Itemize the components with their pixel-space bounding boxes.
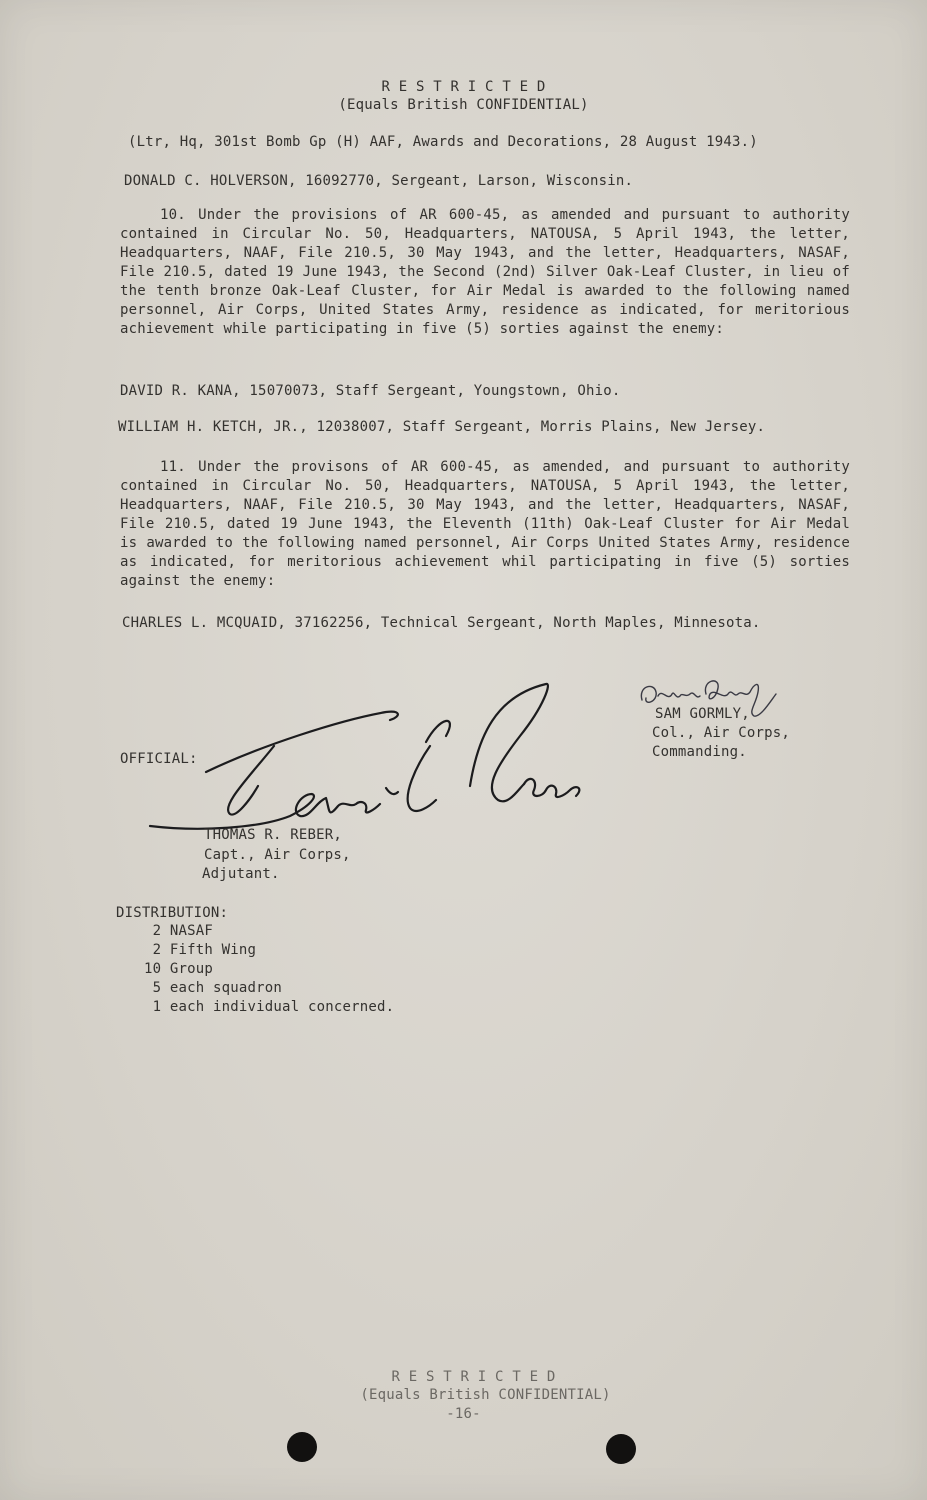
recipient-line: CHARLES L. MCQUAID, 37162256, Technical Sergeant, North Maples, Minnesota. — [122, 615, 761, 631]
classification-header: R E S T R I C T E D — [381, 79, 546, 95]
commander-role: Commanding. — [652, 744, 747, 760]
paragraph-11: 11. Under the provisons of AR 600-45, as amended, and pursuant to authority contained in Circular No. 50, Headquarters, NATOUSA, 5 April 1943, the letter, Headquarters, NAAF, File 210.5, 30 May 1943, and the letter, Headquarters, NASAF, File 210.5, dated 19 June 1943, the Eleventh (11th) Oak-Leaf Cluster for Air Medal is awarded to the following named personnel, Air Corps United States Army, residence as indicated, for meritorious achievement whil participating in five (5) sorties against the enemy: — [120, 459, 850, 589]
classification-equivalent: (Equals British CONFIDENTIAL) — [338, 97, 589, 113]
distribution-line: 2 Fifth Wing — [144, 942, 257, 958]
punch-hole — [287, 1432, 317, 1462]
commander-rank: Col., Air Corps, — [652, 725, 791, 741]
distribution-line: 5 each squadron — [144, 980, 283, 996]
adjutant-name: THOMAS R. REBER, — [204, 827, 343, 843]
punch-hole — [606, 1434, 636, 1464]
page-number: -16- — [446, 1406, 481, 1422]
distribution-line: 1 each individual concerned. — [144, 999, 395, 1015]
adjutant-role: Adjutant. — [202, 866, 280, 882]
paragraph-10: 10. Under the provisions of AR 600-45, as amended and pursuant to authority contained in Circular No. 50, Headquarters, NATOUSA, 5 April 1943, the letter, Headquarters, NAAF, File 210.5, 30 May 1943, and the letter, Headquarters, NASAF, File 210.5, dated 19 June 1943, the Second (2nd) Silver Oak-Leaf Cluster, in lieu of the tenth bronze Oak-Leaf Cluster, for Air Medal is awarded to the following named personnel, Air Corps, United States Army, residence as indicated, for meritorious achievement while participating in five (5) sorties against the enemy: — [120, 207, 850, 337]
recipient-line: WILLIAM H. KETCH, JR., 12038007, Staff Sergeant, Morris Plains, New Jersey. — [118, 419, 766, 435]
recipient-line: DAVID R. KANA, 15070073, Staff Sergeant, Youngstown, Ohio. — [120, 383, 621, 399]
first-recipient: DONALD C. HOLVERSON, 16092770, Sergeant, Larson, Wisconsin. — [124, 173, 634, 189]
official-label: OFFICIAL: — [120, 751, 198, 767]
letter-reference: (Ltr, Hq, 301st Bomb Gp (H) AAF, Awards and Decorations, 28 August 1943.) — [128, 134, 758, 150]
adjutant-signature — [140, 676, 590, 846]
distribution-line: 2 NASAF — [144, 923, 214, 939]
distribution-heading: DISTRIBUTION: — [116, 905, 229, 921]
adjutant-rank: Capt., Air Corps, — [204, 847, 351, 863]
classification-footer: R E S T R I C T E D — [391, 1369, 556, 1385]
commander-name: SAM GORMLY, — [655, 706, 750, 722]
distribution-line: 10 Group — [144, 961, 214, 977]
classification-footer-equivalent: (Equals British CONFIDENTIAL) — [360, 1387, 611, 1403]
